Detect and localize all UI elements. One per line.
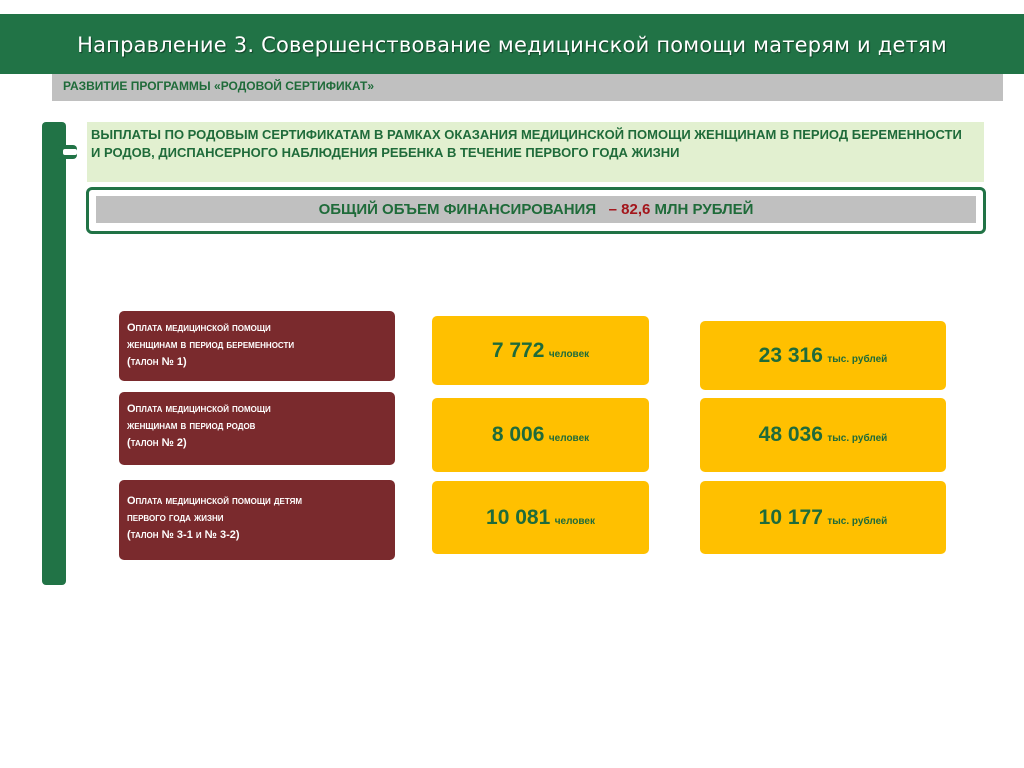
row-label-talon-3 [119,480,395,560]
money-amount-talon-3 [700,481,946,554]
subheader-bar [52,74,1003,101]
row-label-line: (талон № 3-1 и № 3-2) [127,529,240,541]
people-unit: человек [548,433,590,444]
people-unit: человек [548,349,590,360]
money-unit: тыс. рублей [827,433,888,444]
money-amount-talon-1 [700,321,946,390]
total-funding-dash: – [608,201,617,218]
header-bar [0,14,1024,74]
money-unit: тыс. рублей [827,516,888,527]
people-value: 10 081 [486,506,551,529]
people-value: 8 006 [491,423,545,446]
row-label-line: (талон № 1) [127,356,187,368]
total-funding-label: ОБЩИЙ ОБЪЕМ ФИНАНСИРОВАНИЯ [318,201,597,218]
side-accent-notch [57,145,77,159]
row-label-line: Оплата медицинской помощи детям [127,495,303,507]
money-amount-talon-2 [700,398,946,472]
money-unit: тыс. рублей [827,354,888,365]
row-label-text [127,493,389,544]
people-count-talon-2 [432,398,649,472]
money-value: 23 316 [758,344,823,367]
row-label-talon-1 [119,311,395,381]
people-count-talon-3 [432,481,649,554]
row-label-line: женщинам в период беременности [127,339,295,351]
people-count-talon-1 [432,316,649,385]
page-title: Направление 3. Совершенствование медицинской помощи матерям и детям [77,33,947,57]
total-funding-unit: МЛН РУБЛЕЙ [654,201,754,218]
money-value: 48 036 [758,423,823,446]
description-box [87,122,984,182]
section-title: РАЗВИТИЕ ПРОГРАММЫ «РОДОВОЙ СЕРТИФИКАТ» [63,79,374,93]
row-label-line: Оплата медицинской помощи [127,403,271,415]
total-funding-text [96,196,976,223]
people-value: 7 772 [491,339,545,362]
row-label-text [127,320,389,371]
row-label-text [127,401,389,452]
row-label-line: Оплата медицинской помощи [127,322,271,334]
people-unit: человек [554,516,595,527]
total-funding-frame [86,187,986,234]
description-text: ВЫПЛАТЫ ПО РОДОВЫМ СЕРТИФИКАТАМ В РАМКАХ ОКАЗАНИЯ МЕДИЦИНСКОЙ ПОМОЩИ ЖЕНЩИНАМ В ПЕРИОД БЕРЕМЕННОСТИ И РОДОВ, ДИСПАНСЕРНОГО НАБЛЮДЕНИЯ РЕБЕНКА В ТЕЧЕНИЕ ПЕРВОГО ГОДА ЖИЗНИ [91,127,962,160]
row-label-line: женщинам в период родов [127,420,256,432]
row-label-talon-2 [119,392,395,465]
total-funding-value: 82,6 [621,201,651,218]
row-label-line: (талон № 2) [127,437,187,449]
side-accent-bar [42,122,66,585]
money-value: 10 177 [758,506,823,529]
total-funding-box [96,196,976,223]
side-accent-notch-hole [63,149,77,155]
row-label-line: первого года жизни [127,512,224,524]
